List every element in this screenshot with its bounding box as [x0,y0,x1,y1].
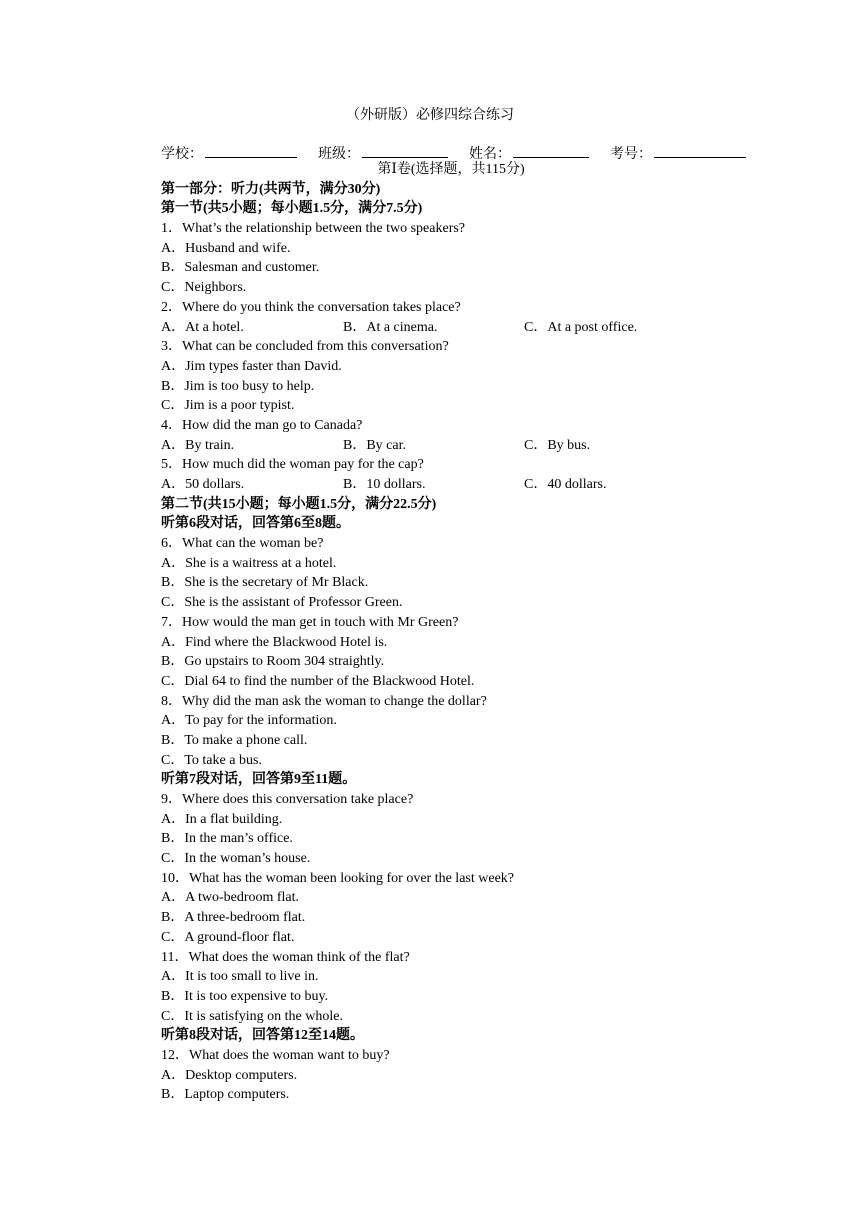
option-row [161,436,741,456]
document-title: （外研版）必修四综合练习 [346,108,514,123]
name-blank[interactable] [513,143,589,158]
question-line: B．Go upstairs to Room 304 straightly. [161,654,385,670]
question-line: B．It is too expensive to buy. [161,988,329,1004]
question-line: A．A two-bedroom flat. [161,890,300,906]
question-line: 9．Where does this conversation take place? [161,792,414,807]
question-line: C．Dial 64 to find the number of the Blackwood Hotel. [161,673,475,689]
exam-number-blank[interactable] [654,143,746,158]
question-line: 7．How would the man get in touch with Mr Green? [161,614,459,630]
question-line: C．To take a bus. [161,752,262,768]
exam-number-label: 考号： [610,147,652,162]
question-line: B．Jim is too busy to help. [161,378,315,394]
option-text: A．By train. [161,437,235,453]
question-line: B．Laptop computers. [161,1087,290,1103]
option-text: A．50 dollars. [161,477,245,492]
question-line: B．In the man’s office. [161,831,293,847]
question-line: 6．What can the woman be? [161,536,324,552]
question-list [161,160,741,1105]
question-line: 3．What can be concluded from this conversation? [161,339,449,355]
question-line: B．She is the secretary of Mr Black. [161,575,369,591]
question-line: A．Jim types faster than David. [161,358,342,374]
question-line: A．Husband and wife. [161,240,291,256]
question-line: A．She is a waitress at a hotel. [161,555,337,571]
question-line: 11．What does the woman think of the flat? [161,949,410,965]
section-heading: 第一部分：听力(共两节，满分30分) [161,181,381,197]
section-heading: 听第7段对话，回答第9至11题。 [161,772,357,788]
option-text: C．40 dollars. [524,477,607,492]
section-heading: 第二节(共15小题；每小题1.5分，满分22.5分) [161,496,437,512]
option-text: B．At a cinema. [343,319,438,335]
question-line: C．A ground-floor flat. [161,929,295,945]
question-line: A．In a flat building. [161,811,283,827]
option-text: B．10 dollars. [343,477,426,492]
class-blank[interactable] [362,143,448,158]
question-line: 8．Why did the man ask the woman to change the dollar? [161,693,487,709]
name-label: 姓名： [469,147,511,162]
class-label: 班级： [318,147,360,162]
school-blank[interactable] [205,143,297,158]
question-line: A．Find where the Blackwood Hotel is. [161,634,388,650]
section-heading: 听第8段对话，回答第12至14题。 [161,1028,364,1044]
question-line: A．It is too small to live in. [161,969,319,985]
option-row [161,318,741,338]
question-line: C．Neighbors. [161,280,247,296]
question-line: 12．What does the woman want to buy? [161,1047,390,1063]
question-line: A．To pay for the information. [161,713,337,729]
option-text: C．At a post office. [524,319,638,335]
option-text: A．At a hotel. [161,319,244,335]
question-line: A．Desktop computers. [161,1067,298,1083]
section-heading: 第一节(共5小题；每小题1.5分，满分7.5分) [161,201,423,217]
section-heading: 听第6段对话，回答第6至8题。 [161,516,350,532]
school-label: 学校： [161,147,203,162]
question-line: C．Jim is a poor typist. [161,398,295,414]
option-text: B．By car. [343,437,406,453]
question-line: 1．What’s the relationship between the two speakers? [161,221,466,237]
question-line: 10．What has the woman been looking for over the last week? [161,870,515,886]
question-line: C．It is satisfying on the whole. [161,1008,343,1024]
question-line: 5．How much did the woman pay for the cap? [161,457,424,473]
question-line: 2．Where do you think the conversation takes place? [161,299,461,315]
question-line: C．She is the assistant of Professor Green. [161,595,403,611]
question-line: B．To make a phone call. [161,732,308,748]
option-row [161,475,741,495]
question-line: 4．How did the man go to Canada? [161,417,363,433]
question-line: C．In the woman’s house. [161,851,311,867]
question-line: B．A three-bedroom flat. [161,910,306,926]
option-text: C．By bus. [524,437,591,453]
section-heading: 第Ⅰ卷(选择题，共115分) [377,162,525,177]
question-line: B．Salesman and customer. [161,260,320,276]
